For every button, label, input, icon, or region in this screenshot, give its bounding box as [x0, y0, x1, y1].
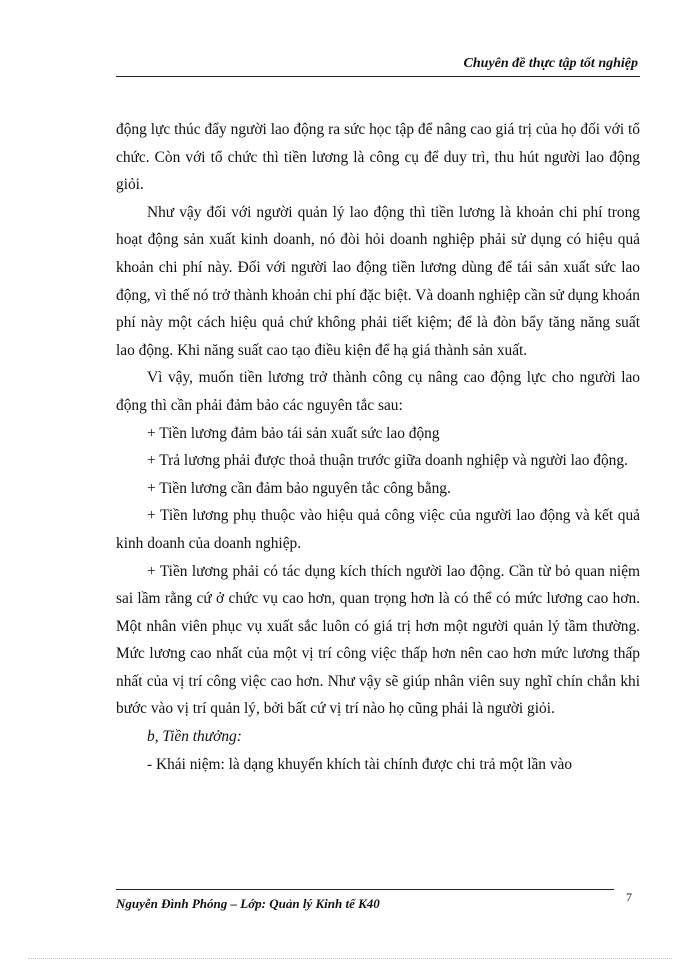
principle-item-1: + Tiền lương đảm bảo tái sản xuất sức lao động	[147, 424, 440, 442]
principle-item-4: + Tiền lương phụ thuộc vào hiệu quả công việc của người lao động và kết quả kinh doanh của doanh nghiệp.	[116, 507, 640, 552]
paragraph-continuation: động lực thúc đẩy người lao động ra sức học tập để nâng cao giá trị của họ đối với tổ chức. Còn với tổ chức thì tiền lương là công cụ để duy trì, thu hút người lao động giỏi.	[116, 121, 640, 194]
principle-item-3: + Tiền lương cần đảm bảo nguyên tắc công bằng.	[147, 479, 451, 497]
document-body	[116, 116, 640, 778]
principle-item-2: + Trả lương phải được thoả thuận trước giữa doanh nghiệp và người lao động.	[147, 452, 628, 470]
paragraph-salary-cost: Như vậy đối với người quản lý lao động thì tiền lương là khoản chi phí trong hoạt động sản xuất kinh doanh, nó đòi hỏi doanh nghiệp phải sử dụng có hiệu quả khoản chi phí này. Đối với người lao động tiền lương dùng để tái sản xuất sức lao động, vì thế nó trở thành khoản chi phí đặc biệt. Và doanh nghiệp cần sử dụng khoán phí này một cách hiệu quả chứ không phải tiết kiệm; để là đòn bẩy tăng năng suất lao động. Khi năng suất cao tạo điều kiện để hạ giá thành sản xuất.	[116, 203, 640, 359]
principle-item-5: + Tiền lương phải có tác dụng kích thích người lao động. Cần từ bỏ quan niệm sai lầm rằng cứ ở chức vụ cao hơn, quan trọng hơn là có thể có mức lương cao hơn. Một nhân viên phục vụ xuất sắc luôn có giá trị hơn một người quản lý tầm thường. Mức lương cao nhất của một vị trí công việc thấp hơn nên cao hơn mức lương thấp nhất của vị trí công việc cao hơn. Như vậy sẽ giúp nhân viên suy nghĩ chín chắn khi bước vào vị trí quản lý, bởi bất cứ vị trí nào họ cũng phải là người giỏi.	[116, 562, 640, 718]
footer-divider	[116, 889, 614, 890]
header-divider	[116, 76, 640, 77]
page-bottom-dotted-border	[28, 958, 672, 959]
footer-author-class: Nguyễn Đình Phóng – Lớp: Quản lý Kinh tế K40	[116, 896, 380, 911]
section-heading-bonus: b, Tiền thưởng:	[147, 728, 242, 746]
header-title: Chuyên đề thực tập tốt nghiệp	[463, 56, 638, 71]
paragraph-bonus-definition: - Khái niệm: là dạng khuyến khích tài chính được chi trả một lần vào	[147, 755, 573, 773]
page-number: 7	[626, 890, 632, 904]
paragraph-principles-intro: Vì vậy, muốn tiền lương trở thành công cụ nâng cao động lực cho người lao động thì cần phải đảm bảo các nguyên tắc sau:	[116, 369, 640, 414]
